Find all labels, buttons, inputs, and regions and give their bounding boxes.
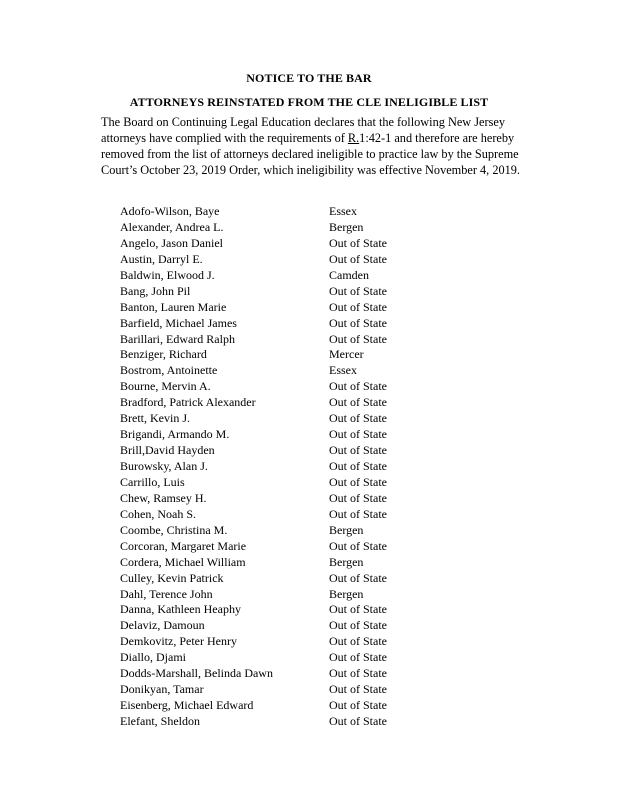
attorney-name: Delaviz, Damoun — [120, 618, 205, 633]
intro-text-end: 1:42-1 and therefore are hereby removed from the list of attorneys declared ineligible to practice law by the Supreme Court’s October 23, 2019 Order, which ineligibility was effective November 4, 2019. — [101, 131, 520, 177]
attorney-name: Bang, John Pil — [120, 283, 191, 298]
attorney-row — [120, 506, 420, 522]
attorney-name: Bourne, Mervin A. — [120, 379, 211, 394]
attorney-county: Out of State — [329, 618, 387, 633]
attorney-row — [120, 522, 420, 538]
attorney-name: Austin, Darryl E. — [120, 251, 203, 266]
attorney-county: Camden — [329, 267, 369, 282]
attorney-name: Brill,David Hayden — [120, 443, 215, 458]
attorney-county: Essex — [329, 363, 357, 378]
attorney-row — [120, 394, 420, 410]
attorney-row — [120, 426, 420, 442]
attorney-row — [120, 570, 420, 586]
attorney-row — [120, 554, 420, 570]
attorney-name: Bostrom, Antoinette — [120, 363, 218, 378]
attorney-county: Out of State — [329, 490, 387, 505]
attorney-county: Out of State — [329, 395, 387, 410]
attorney-name: Carrillo, Luis — [120, 474, 185, 489]
attorney-county: Out of State — [329, 602, 387, 617]
attorney-county: Out of State — [329, 698, 387, 713]
attorney-list — [120, 203, 420, 729]
attorney-row — [120, 235, 420, 251]
attorney-name: Coombe, Christina M. — [120, 522, 228, 537]
attorney-county: Bergen — [329, 586, 364, 601]
attorney-name: Barillari, Edward Ralph — [120, 331, 235, 346]
attorney-county: Out of State — [329, 411, 387, 426]
notice-title: NOTICE TO THE BAR — [246, 71, 372, 85]
attorney-row — [120, 315, 420, 331]
attorney-row — [120, 649, 420, 665]
attorney-row — [120, 251, 420, 267]
attorney-name: Chew, Ramsey H. — [120, 490, 207, 505]
attorney-row — [120, 203, 420, 219]
attorney-county: Out of State — [329, 650, 387, 665]
attorney-name: Angelo, Jason Daniel — [120, 235, 223, 250]
attorney-name: Adofo-Wilson, Baye — [120, 204, 220, 218]
attorney-county: Out of State — [329, 331, 387, 346]
attorney-row — [120, 219, 420, 235]
attorney-name: Corcoran, Margaret Marie — [120, 538, 247, 553]
attorney-row — [120, 346, 420, 362]
attorney-row — [120, 617, 420, 633]
attorney-name: Diallo, Djami — [120, 650, 186, 665]
attorney-county: Out of State — [329, 459, 387, 473]
attorney-name: Dahl, Terence John — [120, 586, 213, 601]
attorney-county: Essex — [329, 204, 357, 218]
attorney-county: Out of State — [329, 474, 387, 489]
attorney-name: Brigandi, Armando M. — [120, 427, 230, 442]
attorney-name: Baldwin, Elwood J. — [120, 267, 215, 282]
attorney-county: Out of State — [329, 570, 387, 585]
attorney-row — [120, 697, 420, 713]
attorney-county: Out of State — [329, 427, 387, 442]
attorney-row — [120, 410, 420, 426]
attorney-name: Burowsky, Alan J. — [120, 459, 208, 473]
attorney-county: Out of State — [329, 283, 387, 298]
attorney-name: Culley, Kevin Patrick — [120, 570, 224, 585]
attorney-name: Cohen, Noah S. — [120, 506, 196, 521]
attorney-name: Elefant, Sheldon — [120, 714, 200, 728]
attorney-county: Out of State — [329, 315, 387, 330]
attorney-row — [120, 474, 420, 490]
attorney-county: Out of State — [329, 379, 387, 394]
attorney-row — [120, 362, 420, 378]
attorney-county: Out of State — [329, 235, 387, 250]
attorney-county: Bergen — [329, 522, 364, 537]
attorney-row — [120, 283, 420, 299]
attorney-name: Donikyan, Tamar — [120, 682, 204, 697]
attorney-name: Barfield, Michael James — [120, 315, 237, 330]
attorney-name: Cordera, Michael William — [120, 554, 246, 569]
attorney-row — [120, 490, 420, 506]
attorney-name: Demkovitz, Peter Henry — [120, 634, 237, 649]
attorney-county: Out of State — [329, 538, 387, 553]
attorney-name: Bradford, Patrick Alexander — [120, 395, 256, 410]
attorney-name: Danna, Kathleen Heaphy — [120, 602, 241, 617]
attorney-county: Bergen — [329, 554, 364, 569]
attorney-county: Out of State — [329, 251, 387, 266]
attorney-row — [120, 299, 420, 315]
attorney-name: Alexander, Andrea L. — [120, 219, 224, 234]
attorney-county: Out of State — [329, 506, 387, 521]
attorney-county: Bergen — [329, 219, 364, 234]
attorney-county: Out of State — [329, 634, 387, 649]
attorney-row — [120, 442, 420, 458]
attorney-row — [120, 538, 420, 554]
intro-text-start: The Board on Continuing Legal Education declares that the following New Jersey attorneys have complied with the requirements of — [101, 115, 505, 145]
attorney-row — [120, 665, 420, 681]
attorney-row — [120, 458, 420, 474]
attorney-row — [120, 378, 420, 394]
court-rule-reference: R. — [347, 131, 360, 145]
attorney-county: Out of State — [329, 443, 387, 458]
attorney-county: Out of State — [329, 299, 387, 314]
attorney-name: Dodds-Marshall, Belinda Dawn — [120, 666, 273, 681]
attorney-name: Eisenberg, Michael Edward — [120, 698, 254, 713]
attorney-name: Benziger, Richard — [120, 347, 207, 362]
notice-subtitle: ATTORNEYS REINSTATED FROM THE CLE INELIGIBLE LIST — [129, 95, 489, 109]
attorney-county: Out of State — [329, 682, 387, 697]
attorney-county: Out of State — [329, 714, 387, 728]
attorney-row — [120, 601, 420, 617]
attorney-name: Banton, Lauren Marie — [120, 299, 227, 314]
intro-paragraph — [101, 114, 526, 178]
attorney-name: Brett, Kevin J. — [120, 411, 190, 426]
attorney-row — [120, 681, 420, 697]
attorney-row — [120, 267, 420, 283]
attorney-row — [120, 713, 420, 729]
attorney-row — [120, 633, 420, 649]
attorney-row — [120, 586, 420, 602]
attorney-county: Out of State — [329, 666, 387, 681]
attorney-county: Mercer — [329, 347, 364, 362]
attorney-row — [120, 331, 420, 347]
